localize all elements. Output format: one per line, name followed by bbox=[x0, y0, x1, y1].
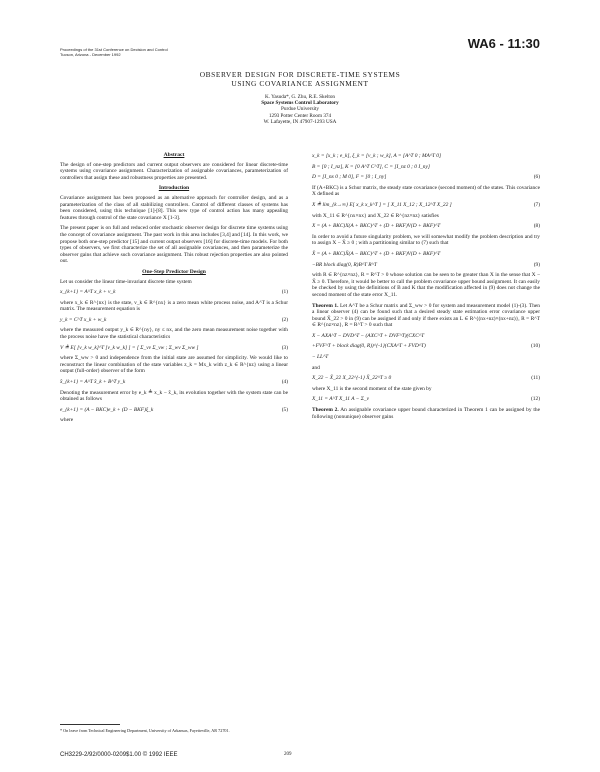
section-paragraph-6: where bbox=[60, 417, 74, 424]
title-line-2: USING COVARIANCE ASSIGNMENT bbox=[231, 79, 369, 88]
equation-4-number: (4) bbox=[281, 379, 288, 386]
right-paragraph-1: If (A+BKC) is a Schur matrix, the steady state covariance (second moment) of the states. This covariance X defined as bbox=[312, 184, 540, 198]
right-column bbox=[312, 150, 540, 424]
equation-8-number: (8) bbox=[533, 223, 540, 230]
title-line-1: OBSERVER DESIGN FOR DISCRETE-TIME SYSTEMS bbox=[199, 70, 401, 79]
equation-5-number: (5) bbox=[281, 406, 288, 413]
theorem-1-label: Theorem 1. bbox=[312, 302, 339, 309]
section-paragraph-3: where the measured output y_k ∈ R^{ny}, ny ≤ nx, and the zero mean measurement noise together with the process noise have the statistical characteristics bbox=[60, 327, 288, 341]
equation-10a bbox=[312, 333, 540, 340]
equation-8-body: X = (A + BKC)X(A + BKC)^T + (D + BKF)V(D + BKF)^T bbox=[312, 223, 441, 230]
equation-6b bbox=[312, 164, 540, 171]
equation-9a bbox=[312, 251, 540, 258]
right-paragraph-2: with X_11 ∈ R^{nx×nx} and X_22 ∈ R^{nz×nz} satisfies bbox=[312, 212, 439, 219]
equation-2 bbox=[60, 317, 288, 324]
equation-6-number: (6) bbox=[533, 174, 540, 181]
theorem-1 bbox=[312, 303, 540, 329]
equation-6c bbox=[312, 174, 540, 181]
author-lab: Space Systems Control Laboratory bbox=[261, 100, 339, 107]
equation-11-body: X_22 − X̄_22 X_22^{-1} X̄_22^T ≥ 0 bbox=[312, 375, 392, 382]
section-paragraph-5: Denoting the measurement error by e_k ≜ x_k − x̂_k, its evolution together with the system state can be obtained as follows bbox=[60, 389, 288, 403]
equation-7 bbox=[312, 202, 540, 209]
equation-6c-body: D = [I_nx 0 ; M 0], F = [0 ; I_ny] bbox=[312, 174, 387, 181]
author-block bbox=[60, 94, 540, 125]
equation-5 bbox=[60, 407, 288, 414]
equation-9a-body: X̄ = (A + BKC)X̄(A − BKC)^T + (D + BKF)V(D + BKF)^T bbox=[312, 250, 441, 257]
footnote: * On leave from Technical Engineering Department, University of Arkansas, Fayetteville, AR 72701. bbox=[60, 728, 230, 733]
introduction-heading: Introduction bbox=[158, 185, 190, 192]
abstract-text: The design of one-step predictors and current output observers are considered for linear discrete-time systems using covariance assignment. Characterization of assignable covariances, parameterization of controllers that assign these and robustness properties are presented. bbox=[60, 161, 288, 181]
introduction-paragraph-1: Covariance assignment has been proposed as an alternative approach for controller design, and as a parameterization of the class of all stabilizing controllers. Control of different classes of systems has been considered, using this technique [1]-[8]. This new type of control action has many appealing features through control of the state covariance X [1-3]. bbox=[60, 194, 288, 221]
equation-9b-body: −BR block diag(0, R)B^T R^T bbox=[312, 261, 377, 268]
equation-10b-body: +FVF^T + block diag(0, R))^{-1}(CXA^T + FVD^T) bbox=[312, 343, 426, 350]
equation-2-body: y_k = C^T x_k + w_k bbox=[60, 316, 107, 323]
equation-9b bbox=[312, 262, 540, 269]
equation-12-number: (12) bbox=[531, 396, 540, 403]
page-number: 209 bbox=[284, 752, 292, 757]
session-code: WA6 - 11:30 bbox=[467, 36, 540, 51]
equation-10b bbox=[312, 343, 540, 350]
equation-6b-body: B = [0 ; I_nz], K = [0 A^T C^T], C = [I_nz 0 ; 0 I_ny] bbox=[312, 163, 430, 170]
equation-1 bbox=[60, 289, 288, 296]
abstract-heading: Abstract bbox=[163, 152, 185, 158]
equation-2-number: (2) bbox=[281, 316, 288, 323]
equation-5-body: e_{k+1} = (A − BKC)e_k + (D − BKF)ξ_k bbox=[60, 406, 154, 413]
equation-7-body: X ≜ lim_{k→∞} E[ x_k x_k^T ] = [ X_11 X_12 ; X_12^T X_22 ] bbox=[312, 201, 452, 208]
equation-11-number: (11) bbox=[531, 375, 540, 382]
equation-12-body: X_11 = A^T X_11 A − Σ_v bbox=[312, 396, 370, 403]
equation-8 bbox=[312, 223, 540, 230]
left-column bbox=[60, 150, 288, 428]
author-address: 1293 Potter Center Room 374 bbox=[268, 112, 332, 119]
author-city: W. Lafayette, IN 47907-1293 USA bbox=[263, 118, 337, 125]
equation-12 bbox=[312, 396, 540, 403]
section-paragraph-1: Let us consider the linear time-invariant discrete time system bbox=[60, 278, 192, 285]
equation-4 bbox=[60, 379, 288, 386]
equation-9-number: (9) bbox=[533, 261, 540, 268]
paper-title bbox=[60, 70, 540, 88]
right-paragraph-3: In order to avoid a future singularity problem, we will somewhat modify the problem description and try to assign X − X̄ ≥ 0 ; with a partitioning similar to (7) such that bbox=[312, 233, 540, 247]
right-paragraph-6: where X_11 is the second moment of the state given by bbox=[312, 385, 432, 392]
section-paragraph-2: where x_k ∈ R^{nx} is the state, v_k ∈ R^{nx} is a zero mean white process noise, and A^T is a Schur matrix. The measurement equation is bbox=[60, 299, 288, 313]
equation-3 bbox=[60, 345, 288, 352]
section-paragraph-4: where Σ_ww > 0 and independence from the initial state are assumed for simplicity. We would like to reconstruct the linear combination of the state variables z_k = Mx_k with z_k ∈ R^{nz} using a linear output (full-order) observer of the form bbox=[60, 355, 288, 375]
equation-3-number: (3) bbox=[281, 344, 288, 351]
equation-3-body: V ≜ E[ [v_k w_k]^T [v_k w_k] ] = [ Σ_vv Σ_vw ; Σ_wv Σ_ww ] bbox=[60, 344, 199, 351]
section-heading-predictor: One-Step Predictor Design bbox=[142, 268, 206, 275]
equation-1-body: x_{k+1} = A^T x_k + v_k bbox=[60, 289, 116, 296]
equation-10c bbox=[312, 354, 540, 361]
theorem-2-text: An assignable covariance upper bound characterized in Theorem 1 can be assigned by the following (nonunique) observer gains bbox=[312, 407, 540, 420]
author-names: K. Yasuda*, G. Zhu, R.E. Skelton bbox=[264, 94, 336, 100]
conference-info: Proceedings of the 31st Conference on Decision and Control Tucson, Arizona - December 1992 bbox=[60, 47, 168, 57]
right-paragraph-5: and bbox=[312, 364, 320, 371]
theorem-2 bbox=[312, 407, 540, 420]
equation-10a-body: X − AXA^T − DVD^T − (AXC^T + DVF^T)(CXC^T bbox=[312, 332, 425, 339]
introduction-paragraph-2: The present paper is on full and reduced order stochastic observer design for discrete time systems using the concept of covariance assignment. The past work in this area includes [3,4] and [14]. In this work, we propose both one-step predictor [15] and current output observers [16] for discrete-time models. For both types of observers, we first characterize the set of all assignable covariances, and then parameterize the observer gains that achieve such covariance assignment. This robust rejection properties are also pointed out. bbox=[60, 225, 288, 265]
equation-11 bbox=[312, 375, 540, 382]
theorem-2-label: Theorem 2. bbox=[312, 407, 339, 414]
copyright-line: CH3229-2/92/0000-0209$1.00 © 1992 IEEE bbox=[60, 752, 178, 758]
equation-7-number: (7) bbox=[533, 201, 540, 208]
theorem-1-text: Let A^T be a Schur matrix and Σ_ww > 0 for system and measurement model (1)-(3). Then a linear observer (4) can be found such that a desired steady state estimation error covariance upper bound X̄_22 > 0 in (9) can be assigned if and only if there exists an L ∈ R^{(nx+nz)×(nx+nz)}, R = R^T ∈ R^{nz×nz}, R = R^T > 0 such that bbox=[312, 302, 540, 329]
footnote-rule bbox=[60, 724, 120, 725]
equation-1-number: (1) bbox=[281, 289, 288, 296]
equation-10-number: (10) bbox=[531, 343, 540, 350]
equation-10c-body: − LL^T bbox=[312, 354, 329, 361]
author-university: Purdue University bbox=[281, 106, 319, 113]
equation-6-body: x_k = [x_k ; e_k], ξ_k = [v_k ; w_k], A = [A^T 0 ; MA^T 0] bbox=[312, 153, 442, 159]
equation-4-body: x̂_{k+1} = A^T x̂_k + B^T y_k bbox=[60, 379, 126, 386]
equation-6 bbox=[312, 153, 540, 160]
right-paragraph-4: with R ∈ R^{nz×nz}, R = R^T > 0 whose solution can be seen to be greater than X in the sense that X − X̄ ≥ 0. Therefore, it would be better to call the problem covariance upper bound assignment. It can easily be checked by using the definitions of B and K that the modification affected in (9) does not change the second moment of the state error X_11. bbox=[312, 272, 540, 298]
